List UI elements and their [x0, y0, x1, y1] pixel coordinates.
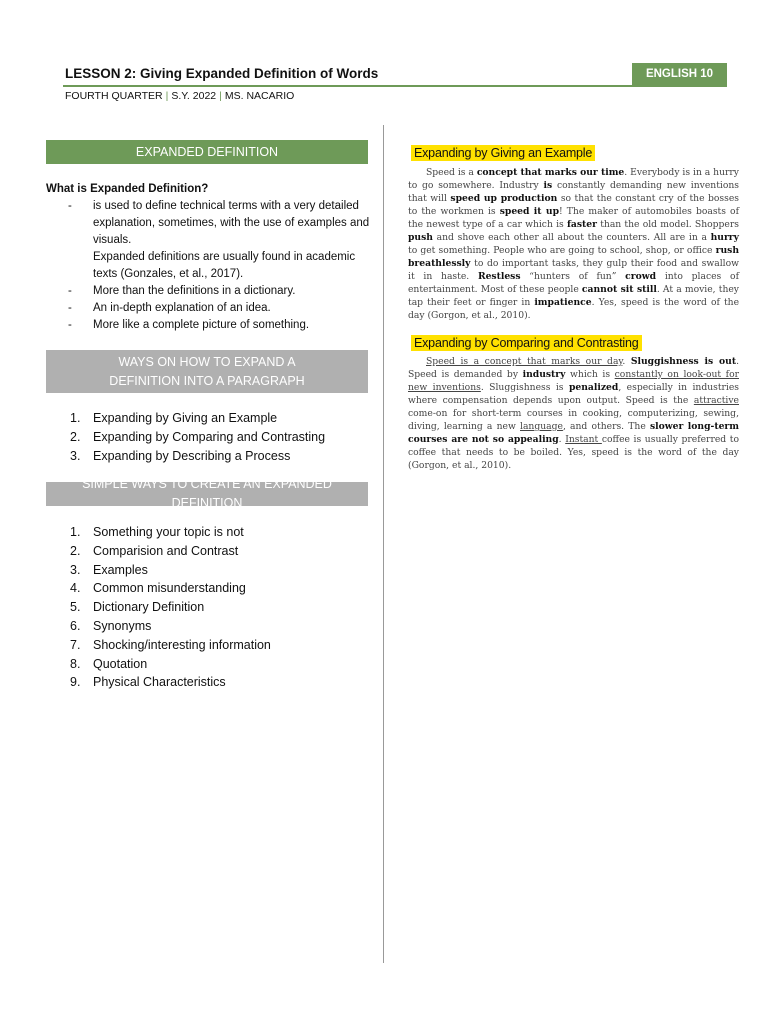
- compare-paragraph: [408, 355, 739, 472]
- paragraph-text: come-on for short-term courses in cooking, computerizing, sewing, diving, learning a new: [408, 408, 739, 432]
- dash-marker: -: [68, 285, 72, 297]
- underlined-text: language: [520, 421, 563, 432]
- item-number: 1.: [70, 525, 81, 539]
- banner-label: SIMPLE WAYS TO CREATE AN EXPANDED DEFINITION: [82, 477, 332, 510]
- column-divider: [383, 125, 384, 963]
- paragraph-text: .: [558, 434, 566, 445]
- list-item-text: Common misunderstanding: [93, 581, 246, 596]
- item-number: 6.: [70, 618, 81, 633]
- list-item: [46, 636, 376, 655]
- underlined-text: constantly on look-out for new inventions: [408, 369, 740, 393]
- underlined-text: Speed is a concept that marks our day: [426, 356, 623, 367]
- paragraph-text: , and others. The: [562, 421, 650, 432]
- list-item: [46, 655, 376, 674]
- emphasized-text: speed up production: [450, 193, 558, 204]
- list-item-text: Expanded definitions are usually found in academic texts (Gonzales, et al., 2017).: [93, 251, 356, 280]
- item-number: 3.: [70, 448, 81, 463]
- emphasized-text: is: [543, 180, 553, 191]
- list-item: [46, 249, 376, 283]
- teacher-label: MS. NACARIO: [224, 90, 295, 102]
- emphasized-text: slower long-term courses are not so appealing: [408, 421, 739, 445]
- paragraph-text: . Sluggishness is: [480, 382, 569, 393]
- list-item-text: Expanding by Comparing and Contrasting: [93, 429, 326, 444]
- list-item-text: More like a complete picture of something.: [93, 319, 310, 331]
- item-number: 8.: [70, 656, 81, 671]
- list-item: [46, 447, 376, 466]
- list-item: [46, 300, 376, 317]
- compare-heading: Expanding by Comparing and Contrasting: [411, 335, 642, 351]
- paragraph-text: so that the constant cry of the bosses to the workmen is: [408, 193, 739, 217]
- ways-banner: [46, 350, 368, 393]
- list-item: [46, 428, 376, 447]
- paragraph-text: which is: [565, 369, 615, 380]
- example-heading: Expanding by Giving an Example: [411, 145, 595, 161]
- separator: |: [219, 90, 222, 102]
- paragraph-text: than the old model. Shoppers: [596, 219, 739, 230]
- school-year-label: S.Y. 2022: [171, 90, 217, 102]
- paragraph-text: .: [622, 356, 631, 367]
- lesson-title: LESSON 2: Giving Expanded Definition of Words: [65, 66, 379, 81]
- item-number: 4.: [70, 581, 81, 596]
- list-item-text: Expanding by Giving an Example: [93, 411, 278, 425]
- item-number: 1.: [70, 411, 81, 425]
- list-item: [46, 598, 376, 617]
- list-item-text: Something your topic is not: [93, 525, 244, 539]
- emphasized-text: crowd: [625, 271, 657, 282]
- item-number: 9.: [70, 675, 81, 690]
- banner-line: WAYS ON HOW TO EXPAND A: [118, 354, 296, 369]
- paragraph-text: to get something. People who are going to school, shop, or office: [408, 245, 716, 256]
- list-item-text: Synonyms: [93, 618, 152, 633]
- dash-marker: -: [68, 319, 72, 331]
- separator: |: [165, 90, 169, 102]
- list-item-text: Comparision and Contrast: [93, 543, 239, 558]
- emphasized-text: faster: [566, 219, 597, 230]
- emphasized-text: industry: [522, 369, 566, 380]
- quarter-label: FOURTH QUARTER: [65, 90, 163, 102]
- list-item-text: Quotation: [93, 656, 148, 671]
- banner-line: DEFINITION INTO A PARAGRAPH: [109, 373, 305, 388]
- item-number: 2.: [70, 543, 81, 558]
- paragraph-text: , especially in industries where compensation depends upon output. Speed is the: [408, 382, 740, 406]
- lesson-subheader: [65, 90, 294, 102]
- list-item-text: is used to define technical terms with a very detailed explanation, sometimes, with the use of examples and visuals.: [93, 200, 370, 246]
- list-item: [46, 409, 376, 428]
- underlined-text: Instant: [565, 434, 602, 445]
- paragraph-text: . At a movie, they tap their feet or finger in: [408, 284, 739, 308]
- emphasized-text: impatience: [534, 297, 592, 308]
- emphasized-text: Restless: [477, 271, 521, 282]
- paragraph-text: to do important tasks, they gulp their food and swallow it in haste.: [408, 258, 739, 282]
- list-item-text: Expanding by Describing a Process: [93, 448, 291, 463]
- paragraph-text: coffee is usually preferred to coffee that needs to be boiled. Yes, speed is the word of the day (Gorgon, et al., 2010).: [408, 434, 739, 471]
- emphasized-text: speed it up: [499, 206, 560, 217]
- paragraph-text: into places of entertainment. Most of these people: [408, 271, 739, 295]
- paragraph-text: “hunters of fun”: [520, 271, 626, 282]
- list-item-text: Shocking/interesting information: [93, 637, 271, 652]
- list-item-text: Dictionary Definition: [93, 600, 205, 615]
- header-rule: [63, 85, 727, 87]
- paragraph-text: constantly demanding new inventions that will: [408, 180, 740, 204]
- definition-section: [46, 181, 376, 334]
- example-paragraph: [408, 166, 739, 322]
- list-item: [46, 617, 376, 636]
- emphasized-text: push: [408, 232, 433, 243]
- list-item: [46, 673, 376, 692]
- item-number: 7.: [70, 637, 81, 652]
- dash-marker: -: [68, 302, 72, 314]
- paragraph-text: Speed is a: [426, 167, 477, 178]
- simple-ways-banner: [46, 477, 368, 510]
- ways-list: [46, 409, 376, 465]
- item-number: 3.: [70, 562, 81, 577]
- list-item: [46, 523, 376, 542]
- list-item-text: Physical Characteristics: [93, 675, 226, 690]
- paragraph-text: . Speed is demanded by: [408, 356, 739, 380]
- list-item-text: Examples: [93, 562, 148, 577]
- list-item: [46, 317, 376, 334]
- paragraph-text: ! The maker of automobiles boasts of the newest type of a car which is: [408, 206, 739, 230]
- underlined-text: attractive: [693, 395, 739, 406]
- list-item-text: An in-depth explanation of an idea.: [93, 302, 271, 314]
- emphasized-text: concept that marks our time: [476, 167, 625, 178]
- emphasized-text: Sluggishness is out: [630, 356, 737, 367]
- emphasized-text: hurry: [710, 232, 739, 243]
- banner-label: EXPANDED DEFINITION: [135, 144, 279, 159]
- definition-list: [46, 198, 376, 334]
- dash-marker: -: [68, 200, 72, 212]
- paragraph-text: and shove each other all about the counters. All are in a: [432, 232, 711, 243]
- simple-ways-list: [46, 523, 376, 692]
- list-item: [46, 283, 376, 300]
- definition-question: What is Expanded Definition?: [46, 183, 209, 195]
- list-item: [46, 198, 376, 249]
- list-item: [46, 579, 376, 598]
- item-number: 2.: [70, 429, 81, 444]
- item-number: 5.: [70, 600, 81, 615]
- subject-badge: ENGLISH 10: [632, 63, 727, 85]
- list-item: [46, 561, 376, 580]
- list-item: [46, 542, 376, 561]
- list-item-text: More than the definitions in a dictionary.: [93, 285, 296, 297]
- paragraph-text: . Yes, speed is the word of the day (Gorgon, et al., 2010).: [408, 297, 740, 321]
- emphasized-text: rush breathlessly: [408, 245, 739, 269]
- emphasized-text: penalized: [568, 382, 619, 393]
- paragraph-text: . Everybody is in a hurry to go somewhere. Industry: [408, 167, 739, 191]
- emphasized-text: cannot sit still: [581, 284, 657, 295]
- expanded-definition-banner: [46, 140, 368, 164]
